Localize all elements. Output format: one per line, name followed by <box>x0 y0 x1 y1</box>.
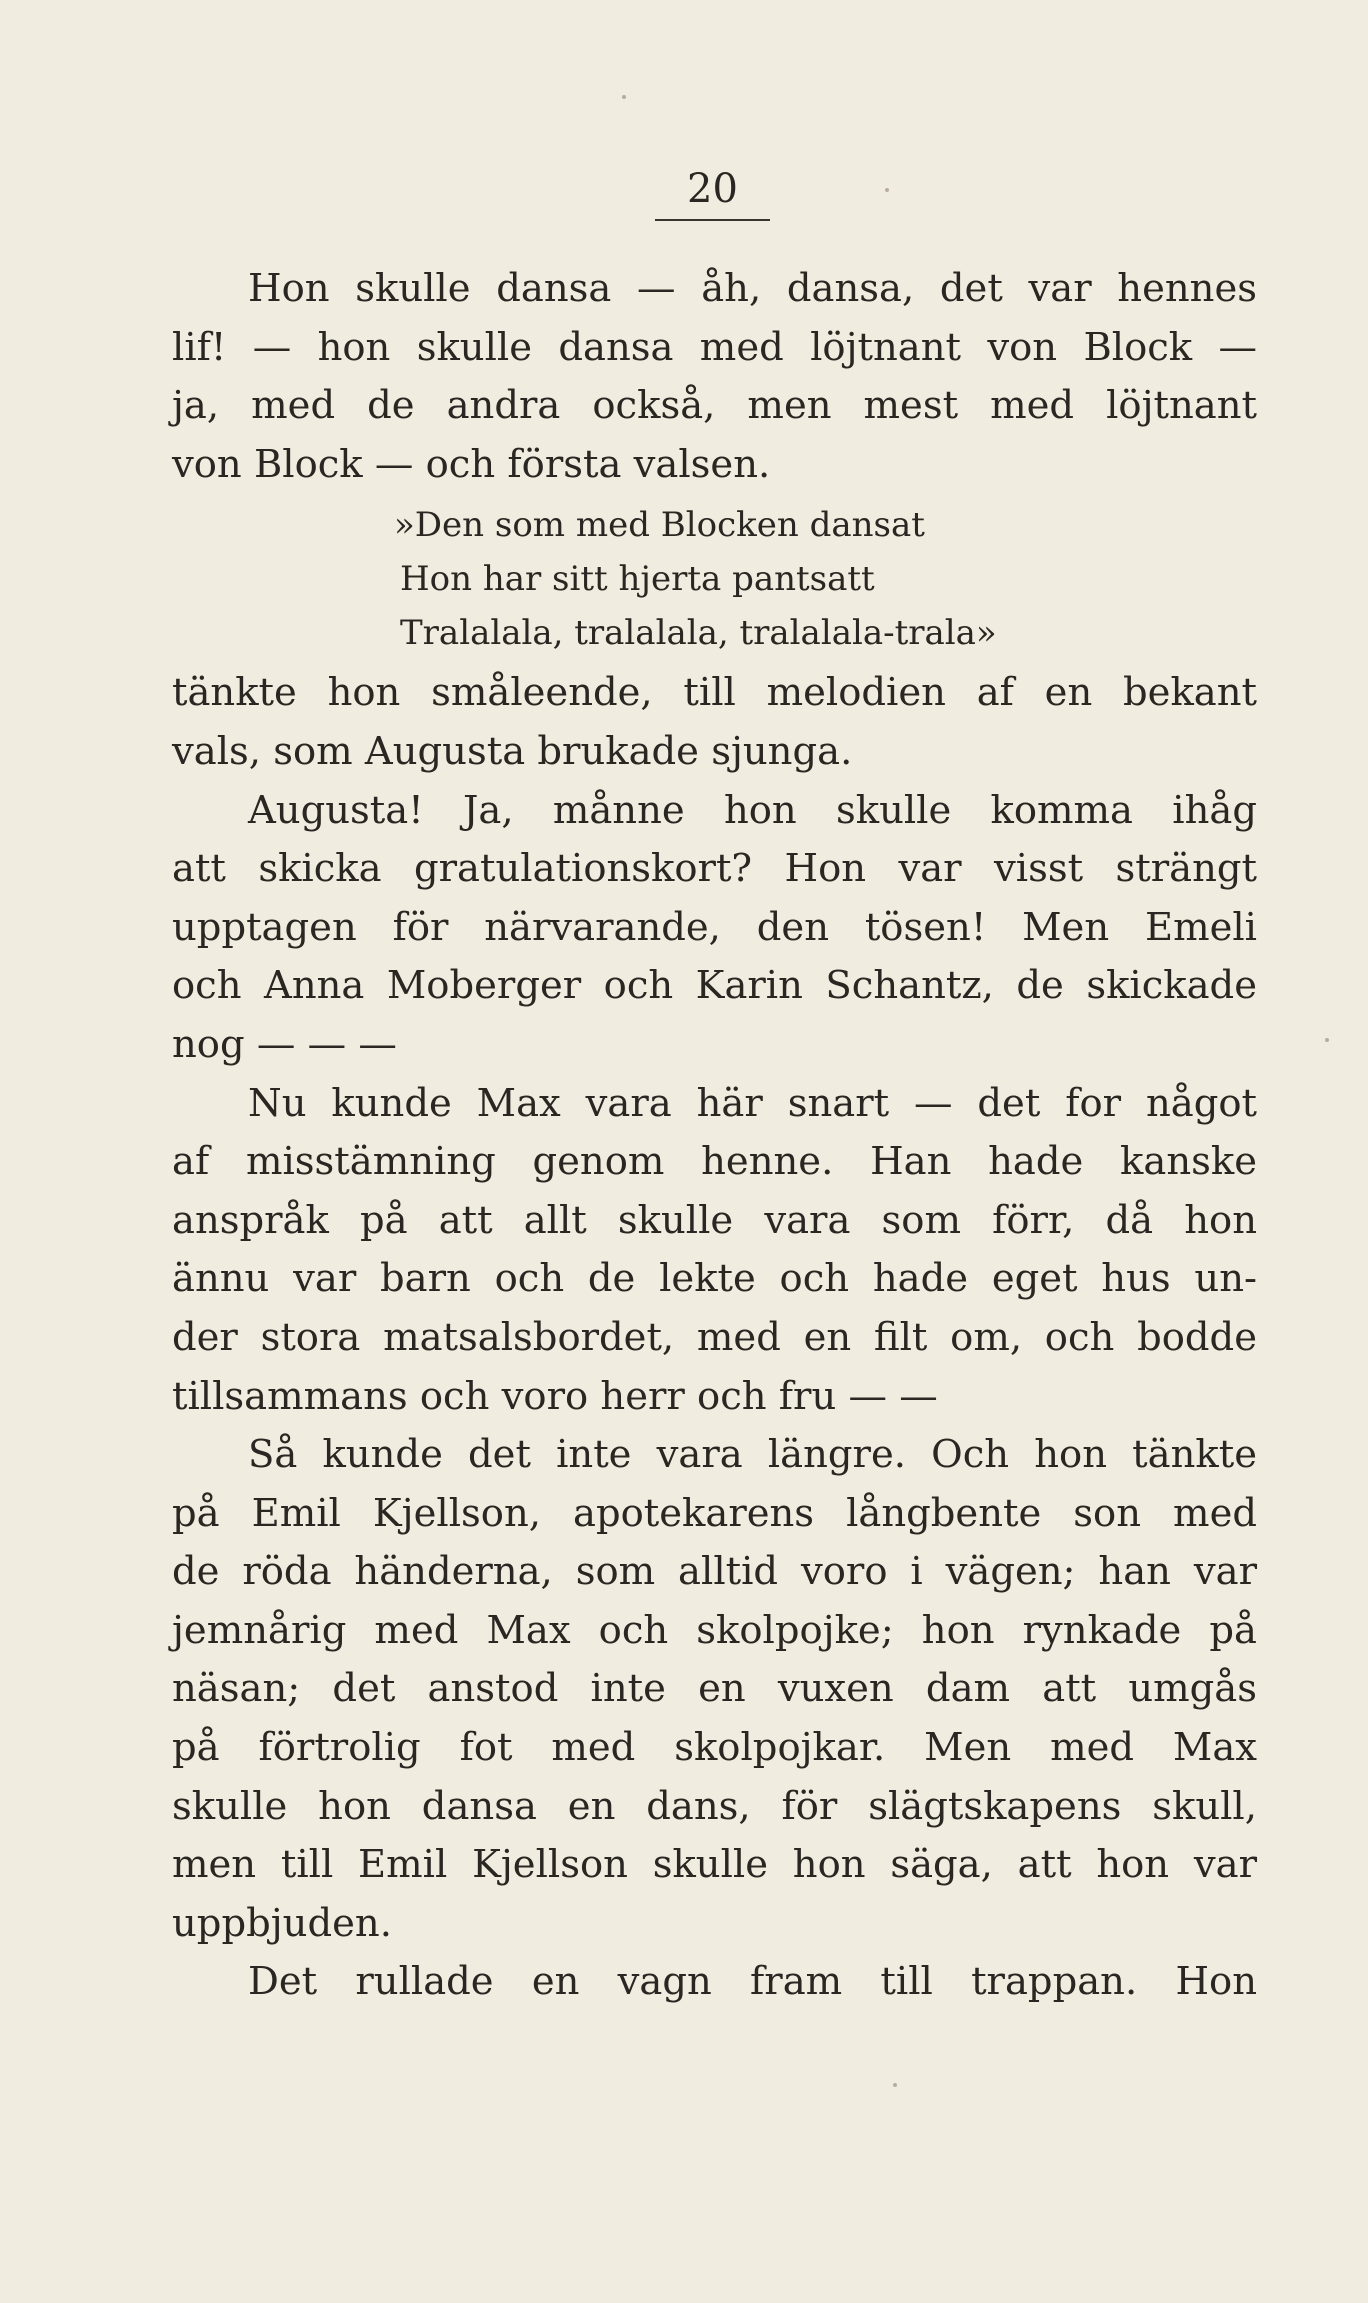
text-line: jemnårig med Max och skolpojke; hon rynkade på <box>172 1607 1257 1653</box>
paragraph <box>172 1075 1257 1427</box>
verse-line: Tralalala, tralalala, tralalala-trala» <box>400 613 997 654</box>
text-line: Nu kunde Max vara här snart — det for något <box>248 1080 1257 1126</box>
page-number: 20 <box>687 166 738 212</box>
paper-speck <box>622 95 626 99</box>
text-line: vals, som Augusta brukade sjunga. <box>172 728 853 774</box>
text-line: men till Emil Kjellson skulle hon säga, att hon var <box>172 1842 1257 1888</box>
text-line: och Anna Moberger och Karin Schantz, de skickade <box>172 963 1257 1009</box>
text-line: på förtrolig fot med skolpojkar. Men med Max <box>172 1725 1257 1771</box>
paragraph <box>172 260 1257 494</box>
verse-line: Hon har sitt hjerta pantsatt <box>400 559 875 600</box>
paper-speck <box>893 2083 897 2087</box>
paper-speck <box>1325 1038 1329 1042</box>
text-line: tänkte hon småleende, till melodien af en bekant <box>172 670 1257 716</box>
text-line: af misstämning genom henne. Han hade kanske <box>172 1139 1257 1185</box>
text-line: lif! — hon skulle dansa med löjtnant von Block — <box>172 324 1257 370</box>
text-line: Augusta! Ja, månne hon skulle komma ihåg <box>248 787 1257 833</box>
verse-block <box>172 494 1257 664</box>
text-line: der stora matsalsbordet, med en filt om, och bodde <box>172 1314 1257 1360</box>
text-line: skulle hon dansa en dans, för slägtskapens skull, <box>172 1783 1257 1829</box>
text-line: näsan; det anstod inte en vuxen dam att umgås <box>172 1666 1257 1712</box>
text-line: Hon skulle dansa — åh, dansa, det var hennes <box>248 266 1257 311</box>
paragraph <box>172 1953 1257 2012</box>
text-line: von Block — och första valsen. <box>172 441 771 487</box>
text-line: Så kunde det inte vara längre. Och hon tänkte <box>248 1432 1257 1478</box>
text-line: på Emil Kjellson, apotekarens långbente son med <box>172 1490 1257 1536</box>
text-line: nog — — — <box>172 1021 397 1067</box>
paragraph <box>172 664 1257 781</box>
page-header <box>655 165 770 221</box>
paragraph <box>172 782 1257 1075</box>
text-line: ännu var barn och de lekte och hade eget hus un- <box>172 1256 1257 1302</box>
text-line: tillsammans och voro herr och fru — — <box>172 1373 938 1419</box>
paragraph <box>172 1426 1257 1953</box>
page-number-rule <box>655 219 770 221</box>
text-line: de röda händerna, som alltid voro i vägen; han var <box>172 1549 1257 1595</box>
text-line: uppbjuden. <box>172 1900 392 1946</box>
text-line: Det rullade en vagn fram till trappan. Hon <box>248 1959 1257 2005</box>
text-line: upptagen för närvarande, den tösen! Men Emeli <box>172 904 1257 950</box>
body-text <box>172 260 1257 2012</box>
paper-speck <box>885 188 889 192</box>
text-line: att skicka gratulationskort? Hon var visst strängt <box>172 846 1257 892</box>
verse-line: »Den som med Blocken dansat <box>394 505 925 546</box>
text-line: anspråk på att allt skulle vara som förr, då hon <box>172 1197 1257 1243</box>
text-line: ja, med de andra också, men mest med löjtnant <box>172 383 1257 429</box>
